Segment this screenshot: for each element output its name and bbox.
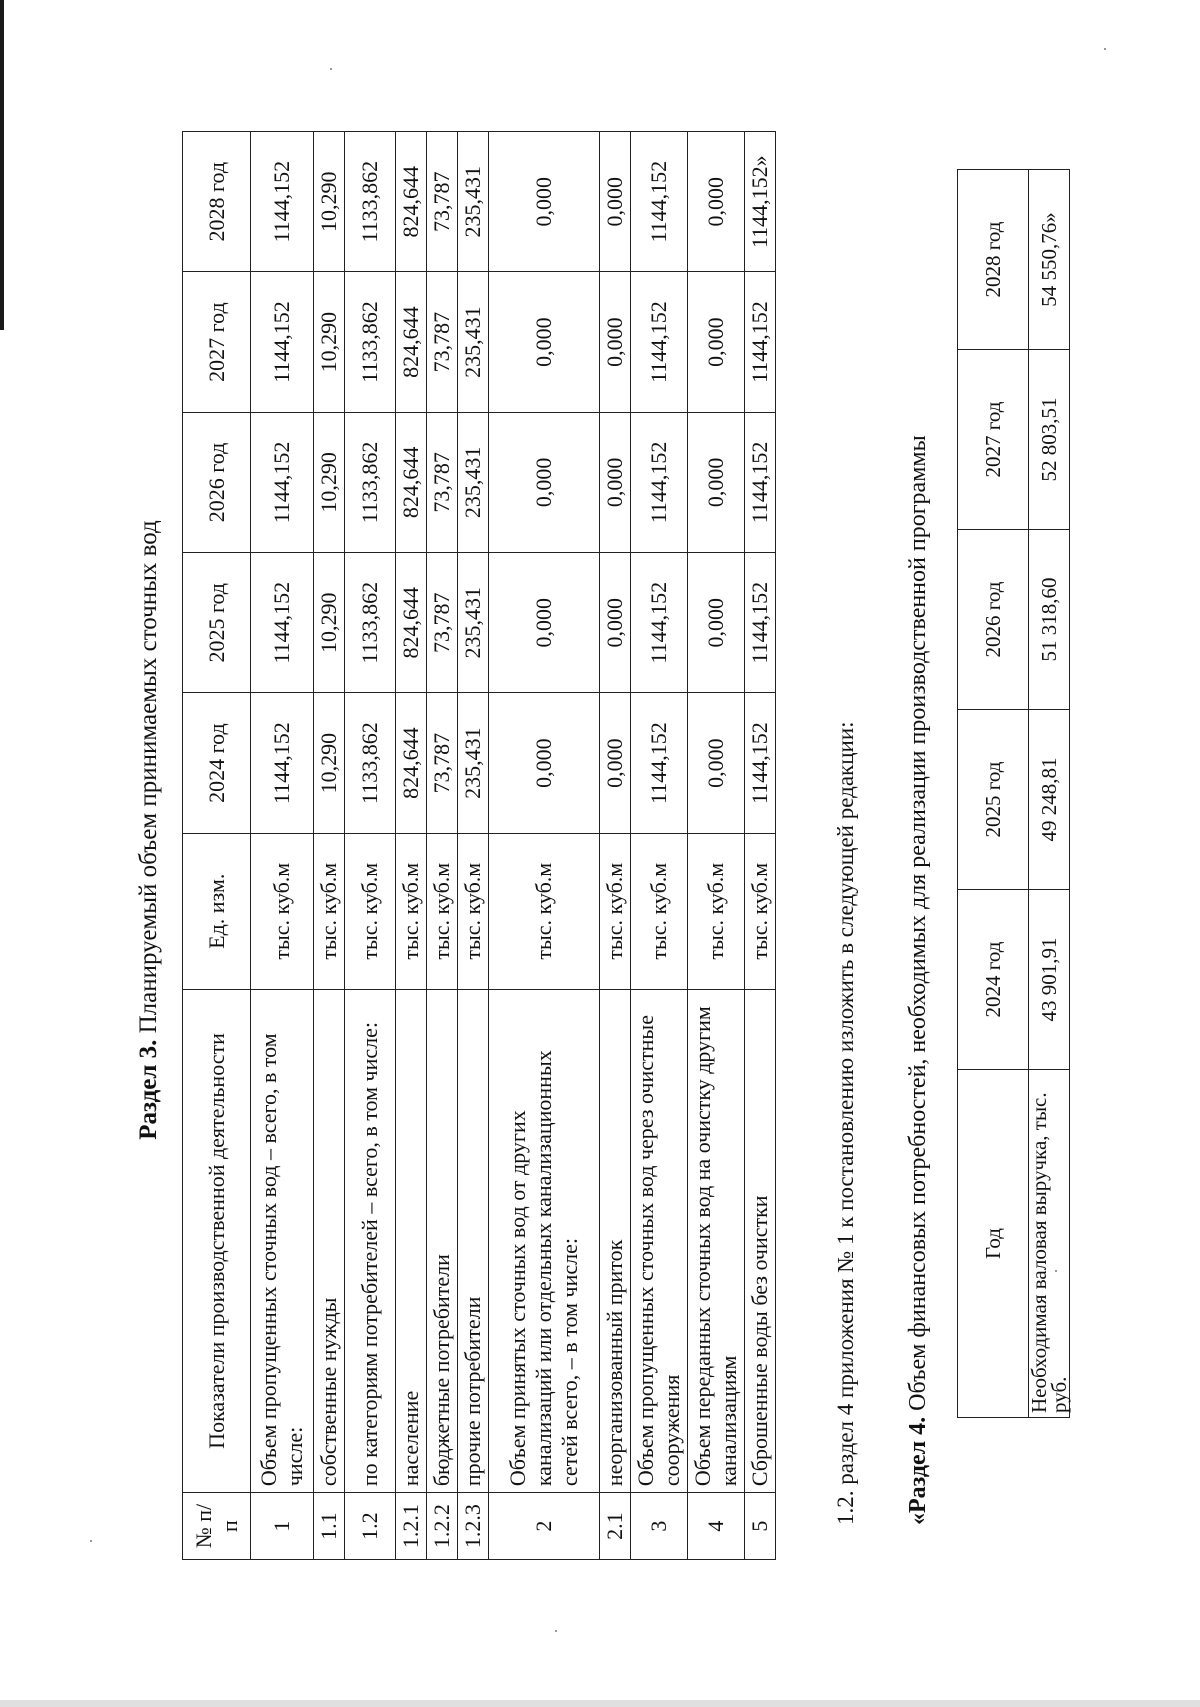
table-row [314,132,345,1560]
row-number: 1.2.1 [396,1493,427,1560]
table-row [251,132,314,1560]
col-header-2026: 2026 год [183,412,251,552]
row-number: 5 [745,1493,776,1560]
value-2027: 10,290 [314,272,345,412]
col-header-2025: 2025 год [958,710,1029,890]
value-2027: 0,000 [688,272,745,412]
value-2026: 0,000 [489,412,600,552]
unit: тыс. куб.м [688,833,745,989]
scan-bottom-edge [0,1700,1200,1707]
value-2027: 0,000 [600,272,631,412]
value-2024: 1144,152 [745,693,776,833]
col-header-2027: 2027 год [958,350,1029,530]
value-2027: 1144,152 [631,272,688,412]
table-row [631,132,688,1560]
col-header-2024: 2024 год [183,693,251,833]
unit: тыс. куб.м [314,833,345,989]
value-2027: 0,000 [489,272,600,412]
value-2024: 235,431 [458,693,489,833]
value-2024: 1144,152 [251,693,314,833]
indicator-name: собственные нужды [314,989,345,1492]
indicator-name: Объем пропущенных сточных вод – всего, в том числе: [251,989,314,1492]
row-number: 1.2.3 [458,1493,489,1560]
value-2025: 235,431 [458,553,489,693]
value-2028: 73,787 [427,132,458,272]
col-header-2026: 2026 год [958,530,1029,710]
table-row [489,132,600,1560]
value-2028: 1144,152» [745,132,776,272]
value-2027: 1144,152 [251,272,314,412]
value-2025: 0,000 [688,553,745,693]
value-2026: 0,000 [600,412,631,552]
col-header-num: № п/п [183,1493,251,1560]
table-row [458,132,489,1560]
value-2026: 1144,152 [251,412,314,552]
unit: тыс. куб.м [489,833,600,989]
value-2028: 1133,862 [345,132,396,272]
value-2024: 1144,152 [631,693,688,833]
value-2026: 1144,152 [745,412,776,552]
value-2028: 10,290 [314,132,345,272]
value-2028: 1144,152 [251,132,314,272]
value-2025: 824,644 [396,553,427,693]
value-2024: 43 901,91 [1029,890,1070,1070]
amendment-note: 1.2. раздел 4 приложения № 1 к постановлению изложить в следующей редакции: [833,721,858,1525]
section4-title-text: Объем финансовых потребностей, необходимых для реализации производственной программы [905,435,931,1417]
value-2025: 0,000 [489,553,600,693]
value-2028: 1144,152 [631,132,688,272]
row-number: 1.1 [314,1493,345,1560]
unit: тыс. куб.м [631,833,688,989]
value-2028: 824,644 [396,132,427,272]
value-2028: 0,000 [688,132,745,272]
scan-speck [555,1630,557,1632]
scan-speck [1104,48,1106,50]
indicator-name: неорганизованный приток [600,989,631,1492]
value-2027: 824,644 [396,272,427,412]
value-2024: 0,000 [688,693,745,833]
col-header-year: Год [958,1070,1029,1418]
col-header-unit: Ед. изм. [183,833,251,989]
value-2027: 1133,862 [345,272,396,412]
value-2027: 1144,152 [745,272,776,412]
value-2024: 0,000 [489,693,600,833]
indicator-name: Объем пропущенных сточных вод через очистные сооружения [631,989,688,1492]
value-2026: 824,644 [396,412,427,552]
wastewater-volume-table [182,131,776,1560]
indicator-name: Сброшенные воды без очистки [745,989,776,1492]
col-header-2028: 2028 год [958,170,1029,350]
row-number: 1.2.2 [427,1493,458,1560]
unit: тыс. куб.м [345,833,396,989]
value-2025: 0,000 [600,553,631,693]
indicator-name: бюджетные потребители [427,989,458,1492]
section3-title-text: Планируемый объем принимаемых сточных вод [135,520,162,1040]
value-2027: 73,787 [427,272,458,412]
value-2025: 1144,152 [745,553,776,693]
financial-needs-table [957,169,1070,1418]
value-2025: 1144,152 [631,553,688,693]
value-2025: 49 248,81 [1029,710,1070,890]
value-2025: 10,290 [314,553,345,693]
table-row [745,132,776,1560]
row-number: 3 [631,1493,688,1560]
section4-title [905,435,932,1525]
value-2028: 0,000 [489,132,600,272]
unit: тыс. куб.м [458,833,489,989]
row-number: 2 [489,1493,600,1560]
value-2027: 52 803,51 [1029,350,1070,530]
table-row [1029,170,1070,1418]
indicator-name: Объем переданных сточных вод на очистку другим канализациям [688,989,745,1492]
value-2028: 0,000 [600,132,631,272]
table-row [345,132,396,1560]
table-header-row [183,132,251,1560]
indicator-name: Объем принятых сточных вод от других канализаций или отдельных канализационных сетей всего, – в том числе: [489,989,600,1492]
unit: тыс. куб.м [427,833,458,989]
value-2026: 0,000 [688,412,745,552]
value-2025: 73,787 [427,553,458,693]
col-header-2024: 2024 год [958,890,1029,1070]
section4-title-bold: «Раздел 4. [905,1416,931,1525]
value-2024: 1133,862 [345,693,396,833]
rotated-page-content [0,90,1071,1600]
col-header-2025: 2025 год [183,553,251,693]
value-2028: 54 550,76» [1029,170,1070,350]
unit: тыс. куб.м [745,833,776,989]
col-header-2028: 2028 год [183,132,251,272]
value-2026: 10,290 [314,412,345,552]
value-2026: 51 318,60 [1029,530,1070,710]
section3-title [135,90,163,1570]
row-number: 1 [251,1493,314,1560]
table-header-row [958,170,1029,1418]
value-2025: 1133,862 [345,553,396,693]
value-2026: 1144,152 [631,412,688,552]
indicator-name: по категориям потребителей – всего, в том числе: [345,989,396,1492]
scan-speck [330,68,332,70]
table-row [396,132,427,1560]
value-2026: 73,787 [427,412,458,552]
table-row [688,132,745,1560]
row-number: 2.1 [600,1493,631,1560]
section3-title-bold: Раздел 3. [135,1039,162,1140]
col-header-indicator: Показатели производственной деятельности [183,989,251,1492]
indicator-name: прочие потребители [458,989,489,1492]
unit: тыс. куб.м [396,833,427,989]
value-2026: 235,431 [458,412,489,552]
value-2025: 1144,152 [251,553,314,693]
table-row [600,132,631,1560]
table-row [427,132,458,1560]
value-2028: 235,431 [458,132,489,272]
indicator-name: население [396,989,427,1492]
unit: тыс. куб.м [600,833,631,989]
value-2024: 0,000 [600,693,631,833]
value-2024: 10,290 [314,693,345,833]
col-header-2027: 2027 год [183,272,251,412]
row-number: 1.2 [345,1493,396,1560]
value-2026: 1133,862 [345,412,396,552]
value-2024: 824,644 [396,693,427,833]
row-label: Необходимая валовая выручка, тыс. руб. [1029,1070,1070,1418]
value-2027: 235,431 [458,272,489,412]
unit: тыс. куб.м [251,833,314,989]
value-2024: 73,787 [427,693,458,833]
row-number: 4 [688,1493,745,1560]
